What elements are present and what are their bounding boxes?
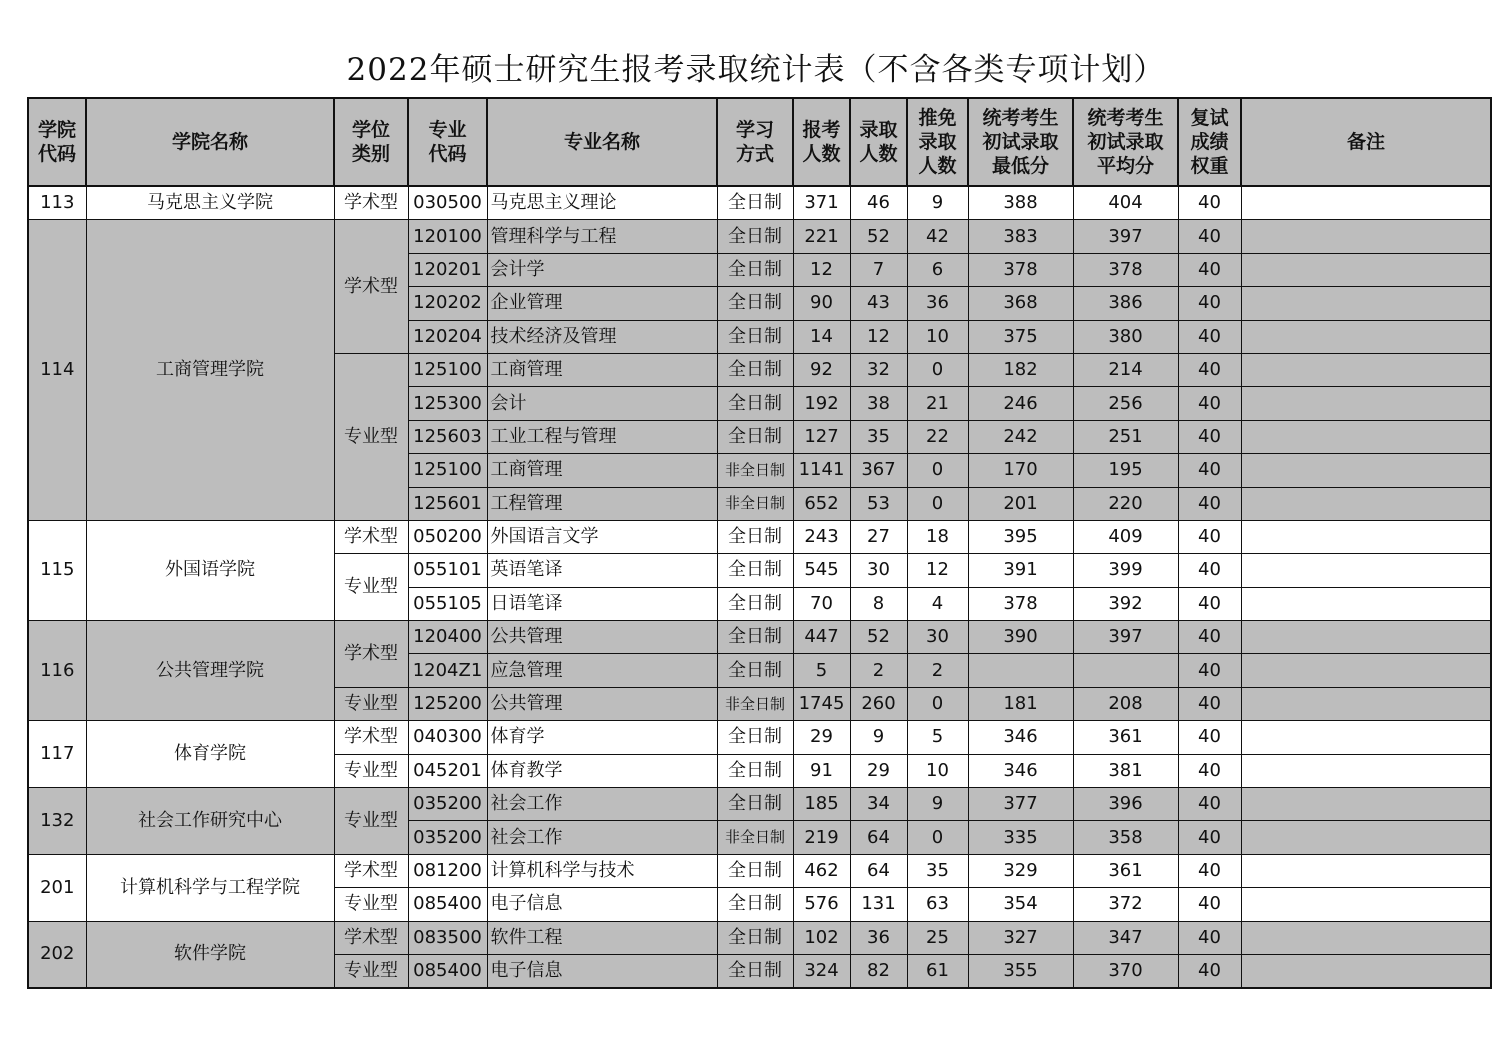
major-name-cell: 工商管理 bbox=[487, 353, 717, 386]
header-exempt-admitted: 推免录取人数 bbox=[907, 98, 968, 186]
avg-score-cell: 392 bbox=[1073, 587, 1178, 620]
admitted-cell: 52 bbox=[850, 220, 907, 253]
exempt-admitted-cell: 25 bbox=[907, 921, 968, 954]
exempt-admitted-cell: 10 bbox=[907, 320, 968, 353]
table-row bbox=[28, 621, 1491, 654]
applicants-cell: 576 bbox=[793, 888, 850, 921]
min-score-cell: 170 bbox=[968, 454, 1073, 487]
table-row bbox=[28, 186, 1491, 220]
study-mode-cell: 全日制 bbox=[717, 220, 793, 253]
major-name-cell: 公共管理 bbox=[487, 621, 717, 654]
major-name-cell: 软件工程 bbox=[487, 921, 717, 954]
applicants-cell: 70 bbox=[793, 587, 850, 620]
major-code-cell: 085400 bbox=[408, 954, 487, 988]
min-score-cell: 201 bbox=[968, 487, 1073, 520]
retest-weight-cell: 40 bbox=[1178, 854, 1241, 887]
study-mode-cell: 全日制 bbox=[717, 587, 793, 620]
major-name-cell: 外国语言文学 bbox=[487, 520, 717, 553]
avg-score-cell: 409 bbox=[1073, 520, 1178, 553]
avg-score-cell: 195 bbox=[1073, 454, 1178, 487]
exempt-admitted-cell: 6 bbox=[907, 253, 968, 286]
header-row bbox=[28, 98, 1491, 186]
min-score-cell: 329 bbox=[968, 854, 1073, 887]
avg-score-cell: 397 bbox=[1073, 621, 1178, 654]
admitted-cell: 35 bbox=[850, 420, 907, 453]
remarks-cell bbox=[1241, 420, 1491, 453]
header-major-code: 专业代码 bbox=[408, 98, 487, 186]
college-code-cell: 132 bbox=[28, 788, 86, 855]
retest-weight-cell: 40 bbox=[1178, 687, 1241, 720]
exempt-admitted-cell: 21 bbox=[907, 387, 968, 420]
header-admitted: 录取人数 bbox=[850, 98, 907, 186]
min-score-cell: 391 bbox=[968, 554, 1073, 587]
remarks-cell bbox=[1241, 687, 1491, 720]
min-score-cell bbox=[968, 654, 1073, 687]
retest-weight-cell: 40 bbox=[1178, 220, 1241, 253]
degree-type-cell: 学术型 bbox=[334, 854, 408, 887]
major-name-cell: 电子信息 bbox=[487, 888, 717, 921]
major-name-cell: 公共管理 bbox=[487, 687, 717, 720]
avg-score-cell: 381 bbox=[1073, 754, 1178, 787]
retest-weight-cell: 40 bbox=[1178, 487, 1241, 520]
major-code-cell: 040300 bbox=[408, 721, 487, 754]
retest-weight-cell: 40 bbox=[1178, 587, 1241, 620]
avg-score-cell: 396 bbox=[1073, 788, 1178, 821]
major-name-cell: 工商管理 bbox=[487, 454, 717, 487]
college-name-cell: 体育学院 bbox=[86, 721, 334, 788]
avg-score-cell: 208 bbox=[1073, 687, 1178, 720]
exempt-admitted-cell: 0 bbox=[907, 487, 968, 520]
admitted-cell: 82 bbox=[850, 954, 907, 988]
retest-weight-cell: 40 bbox=[1178, 420, 1241, 453]
college-name-cell: 软件学院 bbox=[86, 921, 334, 988]
major-code-cell: 085400 bbox=[408, 888, 487, 921]
retest-weight-cell: 40 bbox=[1178, 353, 1241, 386]
major-code-cell: 1204Z1 bbox=[408, 654, 487, 687]
avg-score-cell: 361 bbox=[1073, 854, 1178, 887]
exempt-admitted-cell: 0 bbox=[907, 821, 968, 854]
retest-weight-cell: 40 bbox=[1178, 454, 1241, 487]
applicants-cell: 91 bbox=[793, 754, 850, 787]
min-score-cell: 375 bbox=[968, 320, 1073, 353]
study-mode-cell: 全日制 bbox=[717, 287, 793, 320]
avg-score-cell: 251 bbox=[1073, 420, 1178, 453]
admitted-cell: 32 bbox=[850, 353, 907, 386]
major-code-cell: 055105 bbox=[408, 587, 487, 620]
remarks-cell bbox=[1241, 454, 1491, 487]
header-applicants: 报考人数 bbox=[793, 98, 850, 186]
min-score-cell: 346 bbox=[968, 721, 1073, 754]
exempt-admitted-cell: 9 bbox=[907, 788, 968, 821]
remarks-cell bbox=[1241, 788, 1491, 821]
table-row bbox=[28, 220, 1491, 253]
min-score-cell: 383 bbox=[968, 220, 1073, 253]
table-row bbox=[28, 520, 1491, 553]
exempt-admitted-cell: 0 bbox=[907, 454, 968, 487]
major-code-cell: 081200 bbox=[408, 854, 487, 887]
applicants-cell: 219 bbox=[793, 821, 850, 854]
admitted-cell: 43 bbox=[850, 287, 907, 320]
avg-score-cell: 370 bbox=[1073, 954, 1178, 988]
major-code-cell: 125200 bbox=[408, 687, 487, 720]
study-mode-cell: 全日制 bbox=[717, 888, 793, 921]
table-row bbox=[28, 921, 1491, 954]
study-mode-cell: 全日制 bbox=[717, 420, 793, 453]
study-mode-cell: 全日制 bbox=[717, 520, 793, 553]
applicants-cell: 29 bbox=[793, 721, 850, 754]
remarks-cell bbox=[1241, 654, 1491, 687]
degree-type-cell: 专业型 bbox=[334, 554, 408, 621]
admission-table bbox=[27, 97, 1492, 989]
exempt-admitted-cell: 4 bbox=[907, 587, 968, 620]
study-mode-cell: 非全日制 bbox=[717, 821, 793, 854]
study-mode-cell: 全日制 bbox=[717, 253, 793, 286]
exempt-admitted-cell: 12 bbox=[907, 554, 968, 587]
exempt-admitted-cell: 22 bbox=[907, 420, 968, 453]
major-name-cell: 马克思主义理论 bbox=[487, 186, 717, 220]
avg-score-cell: 256 bbox=[1073, 387, 1178, 420]
degree-type-cell: 专业型 bbox=[334, 788, 408, 855]
header-college-name: 学院名称 bbox=[86, 98, 334, 186]
table-row bbox=[28, 721, 1491, 754]
min-score-cell: 354 bbox=[968, 888, 1073, 921]
college-code-cell: 117 bbox=[28, 721, 86, 788]
avg-score-cell bbox=[1073, 654, 1178, 687]
header-college-code: 学院代码 bbox=[28, 98, 86, 186]
degree-type-cell: 学术型 bbox=[334, 520, 408, 553]
remarks-cell bbox=[1241, 220, 1491, 253]
major-code-cell: 125100 bbox=[408, 353, 487, 386]
admitted-cell: 64 bbox=[850, 854, 907, 887]
retest-weight-cell: 40 bbox=[1178, 186, 1241, 220]
header-degree-type: 学位类别 bbox=[334, 98, 408, 186]
applicants-cell: 371 bbox=[793, 186, 850, 220]
college-name-cell: 社会工作研究中心 bbox=[86, 788, 334, 855]
major-name-cell: 工业工程与管理 bbox=[487, 420, 717, 453]
remarks-cell bbox=[1241, 888, 1491, 921]
major-code-cell: 050200 bbox=[408, 520, 487, 553]
min-score-cell: 242 bbox=[968, 420, 1073, 453]
college-name-cell: 计算机科学与工程学院 bbox=[86, 854, 334, 921]
major-name-cell: 社会工作 bbox=[487, 821, 717, 854]
remarks-cell bbox=[1241, 754, 1491, 787]
major-code-cell: 120201 bbox=[408, 253, 487, 286]
min-score-cell: 377 bbox=[968, 788, 1073, 821]
major-code-cell: 125601 bbox=[408, 487, 487, 520]
degree-type-cell: 专业型 bbox=[334, 754, 408, 787]
avg-score-cell: 347 bbox=[1073, 921, 1178, 954]
major-name-cell: 英语笔译 bbox=[487, 554, 717, 587]
avg-score-cell: 358 bbox=[1073, 821, 1178, 854]
major-code-cell: 035200 bbox=[408, 788, 487, 821]
college-name-cell: 工商管理学院 bbox=[86, 220, 334, 521]
study-mode-cell: 全日制 bbox=[717, 854, 793, 887]
major-name-cell: 体育教学 bbox=[487, 754, 717, 787]
remarks-cell bbox=[1241, 921, 1491, 954]
major-name-cell: 管理科学与工程 bbox=[487, 220, 717, 253]
college-code-cell: 116 bbox=[28, 621, 86, 721]
study-mode-cell: 全日制 bbox=[717, 954, 793, 988]
major-code-cell: 055101 bbox=[408, 554, 487, 587]
major-name-cell: 体育学 bbox=[487, 721, 717, 754]
min-score-cell: 346 bbox=[968, 754, 1073, 787]
major-code-cell: 120204 bbox=[408, 320, 487, 353]
exempt-admitted-cell: 35 bbox=[907, 854, 968, 887]
college-code-cell: 113 bbox=[28, 186, 86, 220]
admitted-cell: 2 bbox=[850, 654, 907, 687]
admitted-cell: 9 bbox=[850, 721, 907, 754]
major-name-cell: 计算机科学与技术 bbox=[487, 854, 717, 887]
remarks-cell bbox=[1241, 353, 1491, 386]
applicants-cell: 324 bbox=[793, 954, 850, 988]
header-study-mode: 学习方式 bbox=[717, 98, 793, 186]
degree-type-cell: 学术型 bbox=[334, 921, 408, 954]
major-code-cell: 125100 bbox=[408, 454, 487, 487]
major-code-cell: 083500 bbox=[408, 921, 487, 954]
major-name-cell: 社会工作 bbox=[487, 788, 717, 821]
retest-weight-cell: 40 bbox=[1178, 287, 1241, 320]
exempt-admitted-cell: 10 bbox=[907, 754, 968, 787]
avg-score-cell: 372 bbox=[1073, 888, 1178, 921]
avg-score-cell: 380 bbox=[1073, 320, 1178, 353]
remarks-cell bbox=[1241, 387, 1491, 420]
major-name-cell: 日语笔译 bbox=[487, 587, 717, 620]
table-body bbox=[28, 186, 1491, 988]
college-name-cell: 外国语学院 bbox=[86, 520, 334, 620]
retest-weight-cell: 40 bbox=[1178, 721, 1241, 754]
applicants-cell: 221 bbox=[793, 220, 850, 253]
min-score-cell: 390 bbox=[968, 621, 1073, 654]
header-avg-score: 统考考生初试录取平均分 bbox=[1073, 98, 1178, 186]
study-mode-cell: 非全日制 bbox=[717, 487, 793, 520]
retest-weight-cell: 40 bbox=[1178, 554, 1241, 587]
avg-score-cell: 399 bbox=[1073, 554, 1178, 587]
degree-type-cell: 学术型 bbox=[334, 621, 408, 688]
min-score-cell: 388 bbox=[968, 186, 1073, 220]
min-score-cell: 368 bbox=[968, 287, 1073, 320]
remarks-cell bbox=[1241, 854, 1491, 887]
applicants-cell: 447 bbox=[793, 621, 850, 654]
header-retest-weight: 复试成绩权重 bbox=[1178, 98, 1241, 186]
avg-score-cell: 214 bbox=[1073, 353, 1178, 386]
exempt-admitted-cell: 5 bbox=[907, 721, 968, 754]
remarks-cell bbox=[1241, 320, 1491, 353]
avg-score-cell: 397 bbox=[1073, 220, 1178, 253]
remarks-cell bbox=[1241, 587, 1491, 620]
retest-weight-cell: 40 bbox=[1178, 320, 1241, 353]
remarks-cell bbox=[1241, 287, 1491, 320]
study-mode-cell: 全日制 bbox=[717, 186, 793, 220]
applicants-cell: 127 bbox=[793, 420, 850, 453]
table-row bbox=[28, 788, 1491, 821]
min-score-cell: 378 bbox=[968, 253, 1073, 286]
applicants-cell: 545 bbox=[793, 554, 850, 587]
remarks-cell bbox=[1241, 487, 1491, 520]
study-mode-cell: 非全日制 bbox=[717, 687, 793, 720]
major-code-cell: 120202 bbox=[408, 287, 487, 320]
exempt-admitted-cell: 2 bbox=[907, 654, 968, 687]
applicants-cell: 92 bbox=[793, 353, 850, 386]
college-code-cell: 115 bbox=[28, 520, 86, 620]
applicants-cell: 185 bbox=[793, 788, 850, 821]
page-title: 2022年硕士研究生报考录取统计表（不含各类专项计划） bbox=[346, 52, 1166, 88]
exempt-admitted-cell: 63 bbox=[907, 888, 968, 921]
college-code-cell: 202 bbox=[28, 921, 86, 988]
retest-weight-cell: 40 bbox=[1178, 788, 1241, 821]
remarks-cell bbox=[1241, 954, 1491, 988]
major-name-cell: 电子信息 bbox=[487, 954, 717, 988]
retest-weight-cell: 40 bbox=[1178, 520, 1241, 553]
admitted-cell: 64 bbox=[850, 821, 907, 854]
admitted-cell: 131 bbox=[850, 888, 907, 921]
remarks-cell bbox=[1241, 186, 1491, 220]
avg-score-cell: 378 bbox=[1073, 253, 1178, 286]
admitted-cell: 53 bbox=[850, 487, 907, 520]
college-name-cell: 马克思主义学院 bbox=[86, 186, 334, 220]
major-code-cell: 035200 bbox=[408, 821, 487, 854]
admitted-cell: 260 bbox=[850, 687, 907, 720]
retest-weight-cell: 40 bbox=[1178, 621, 1241, 654]
study-mode-cell: 非全日制 bbox=[717, 454, 793, 487]
admitted-cell: 29 bbox=[850, 754, 907, 787]
exempt-admitted-cell: 9 bbox=[907, 186, 968, 220]
remarks-cell bbox=[1241, 721, 1491, 754]
table-row bbox=[28, 854, 1491, 887]
min-score-cell: 355 bbox=[968, 954, 1073, 988]
college-name-cell: 公共管理学院 bbox=[86, 621, 334, 721]
applicants-cell: 652 bbox=[793, 487, 850, 520]
retest-weight-cell: 40 bbox=[1178, 954, 1241, 988]
applicants-cell: 192 bbox=[793, 387, 850, 420]
study-mode-cell: 全日制 bbox=[717, 554, 793, 587]
applicants-cell: 462 bbox=[793, 854, 850, 887]
admitted-cell: 12 bbox=[850, 320, 907, 353]
remarks-cell bbox=[1241, 821, 1491, 854]
major-name-cell: 企业管理 bbox=[487, 287, 717, 320]
min-score-cell: 182 bbox=[968, 353, 1073, 386]
applicants-cell: 1141 bbox=[793, 454, 850, 487]
study-mode-cell: 全日制 bbox=[717, 721, 793, 754]
exempt-admitted-cell: 42 bbox=[907, 220, 968, 253]
study-mode-cell: 全日制 bbox=[717, 921, 793, 954]
major-name-cell: 会计 bbox=[487, 387, 717, 420]
min-score-cell: 246 bbox=[968, 387, 1073, 420]
major-code-cell: 120100 bbox=[408, 220, 487, 253]
admitted-cell: 367 bbox=[850, 454, 907, 487]
min-score-cell: 335 bbox=[968, 821, 1073, 854]
major-name-cell: 技术经济及管理 bbox=[487, 320, 717, 353]
study-mode-cell: 全日制 bbox=[717, 320, 793, 353]
applicants-cell: 12 bbox=[793, 253, 850, 286]
exempt-admitted-cell: 0 bbox=[907, 687, 968, 720]
applicants-cell: 1745 bbox=[793, 687, 850, 720]
admitted-cell: 52 bbox=[850, 621, 907, 654]
admitted-cell: 8 bbox=[850, 587, 907, 620]
applicants-cell: 14 bbox=[793, 320, 850, 353]
retest-weight-cell: 40 bbox=[1178, 253, 1241, 286]
applicants-cell: 243 bbox=[793, 520, 850, 553]
applicants-cell: 5 bbox=[793, 654, 850, 687]
min-score-cell: 395 bbox=[968, 520, 1073, 553]
admitted-cell: 30 bbox=[850, 554, 907, 587]
applicants-cell: 90 bbox=[793, 287, 850, 320]
retest-weight-cell: 40 bbox=[1178, 821, 1241, 854]
major-code-cell: 120400 bbox=[408, 621, 487, 654]
major-name-cell: 应急管理 bbox=[487, 654, 717, 687]
college-code-cell: 201 bbox=[28, 854, 86, 921]
exempt-admitted-cell: 36 bbox=[907, 287, 968, 320]
header-min-score: 统考考生初试录取最低分 bbox=[968, 98, 1073, 186]
major-code-cell: 045201 bbox=[408, 754, 487, 787]
min-score-cell: 327 bbox=[968, 921, 1073, 954]
retest-weight-cell: 40 bbox=[1178, 387, 1241, 420]
admitted-cell: 46 bbox=[850, 186, 907, 220]
remarks-cell bbox=[1241, 554, 1491, 587]
exempt-admitted-cell: 61 bbox=[907, 954, 968, 988]
exempt-admitted-cell: 0 bbox=[907, 353, 968, 386]
college-code-cell: 114 bbox=[28, 220, 86, 521]
degree-type-cell: 专业型 bbox=[334, 353, 408, 520]
remarks-cell bbox=[1241, 520, 1491, 553]
degree-type-cell: 学术型 bbox=[334, 186, 408, 220]
admitted-cell: 27 bbox=[850, 520, 907, 553]
retest-weight-cell: 40 bbox=[1178, 754, 1241, 787]
retest-weight-cell: 40 bbox=[1178, 921, 1241, 954]
degree-type-cell: 专业型 bbox=[334, 687, 408, 720]
header-major-name: 专业名称 bbox=[487, 98, 717, 186]
study-mode-cell: 全日制 bbox=[717, 621, 793, 654]
degree-type-cell: 专业型 bbox=[334, 954, 408, 988]
major-code-cell: 125300 bbox=[408, 387, 487, 420]
remarks-cell bbox=[1241, 621, 1491, 654]
admitted-cell: 38 bbox=[850, 387, 907, 420]
exempt-admitted-cell: 18 bbox=[907, 520, 968, 553]
header-remarks: 备注 bbox=[1241, 98, 1491, 186]
degree-type-cell: 学术型 bbox=[334, 220, 408, 354]
degree-type-cell: 专业型 bbox=[334, 888, 408, 921]
degree-type-cell: 学术型 bbox=[334, 721, 408, 754]
avg-score-cell: 386 bbox=[1073, 287, 1178, 320]
study-mode-cell: 全日制 bbox=[717, 788, 793, 821]
exempt-admitted-cell: 30 bbox=[907, 621, 968, 654]
min-score-cell: 181 bbox=[968, 687, 1073, 720]
study-mode-cell: 全日制 bbox=[717, 353, 793, 386]
applicants-cell: 102 bbox=[793, 921, 850, 954]
admitted-cell: 7 bbox=[850, 253, 907, 286]
major-name-cell: 工程管理 bbox=[487, 487, 717, 520]
major-code-cell: 030500 bbox=[408, 186, 487, 220]
avg-score-cell: 361 bbox=[1073, 721, 1178, 754]
admitted-cell: 36 bbox=[850, 921, 907, 954]
study-mode-cell: 全日制 bbox=[717, 387, 793, 420]
min-score-cell: 378 bbox=[968, 587, 1073, 620]
retest-weight-cell: 40 bbox=[1178, 888, 1241, 921]
avg-score-cell: 404 bbox=[1073, 186, 1178, 220]
remarks-cell bbox=[1241, 253, 1491, 286]
retest-weight-cell: 40 bbox=[1178, 654, 1241, 687]
major-name-cell: 会计学 bbox=[487, 253, 717, 286]
study-mode-cell: 全日制 bbox=[717, 654, 793, 687]
admitted-cell: 34 bbox=[850, 788, 907, 821]
major-code-cell: 125603 bbox=[408, 420, 487, 453]
avg-score-cell: 220 bbox=[1073, 487, 1178, 520]
study-mode-cell: 全日制 bbox=[717, 754, 793, 787]
